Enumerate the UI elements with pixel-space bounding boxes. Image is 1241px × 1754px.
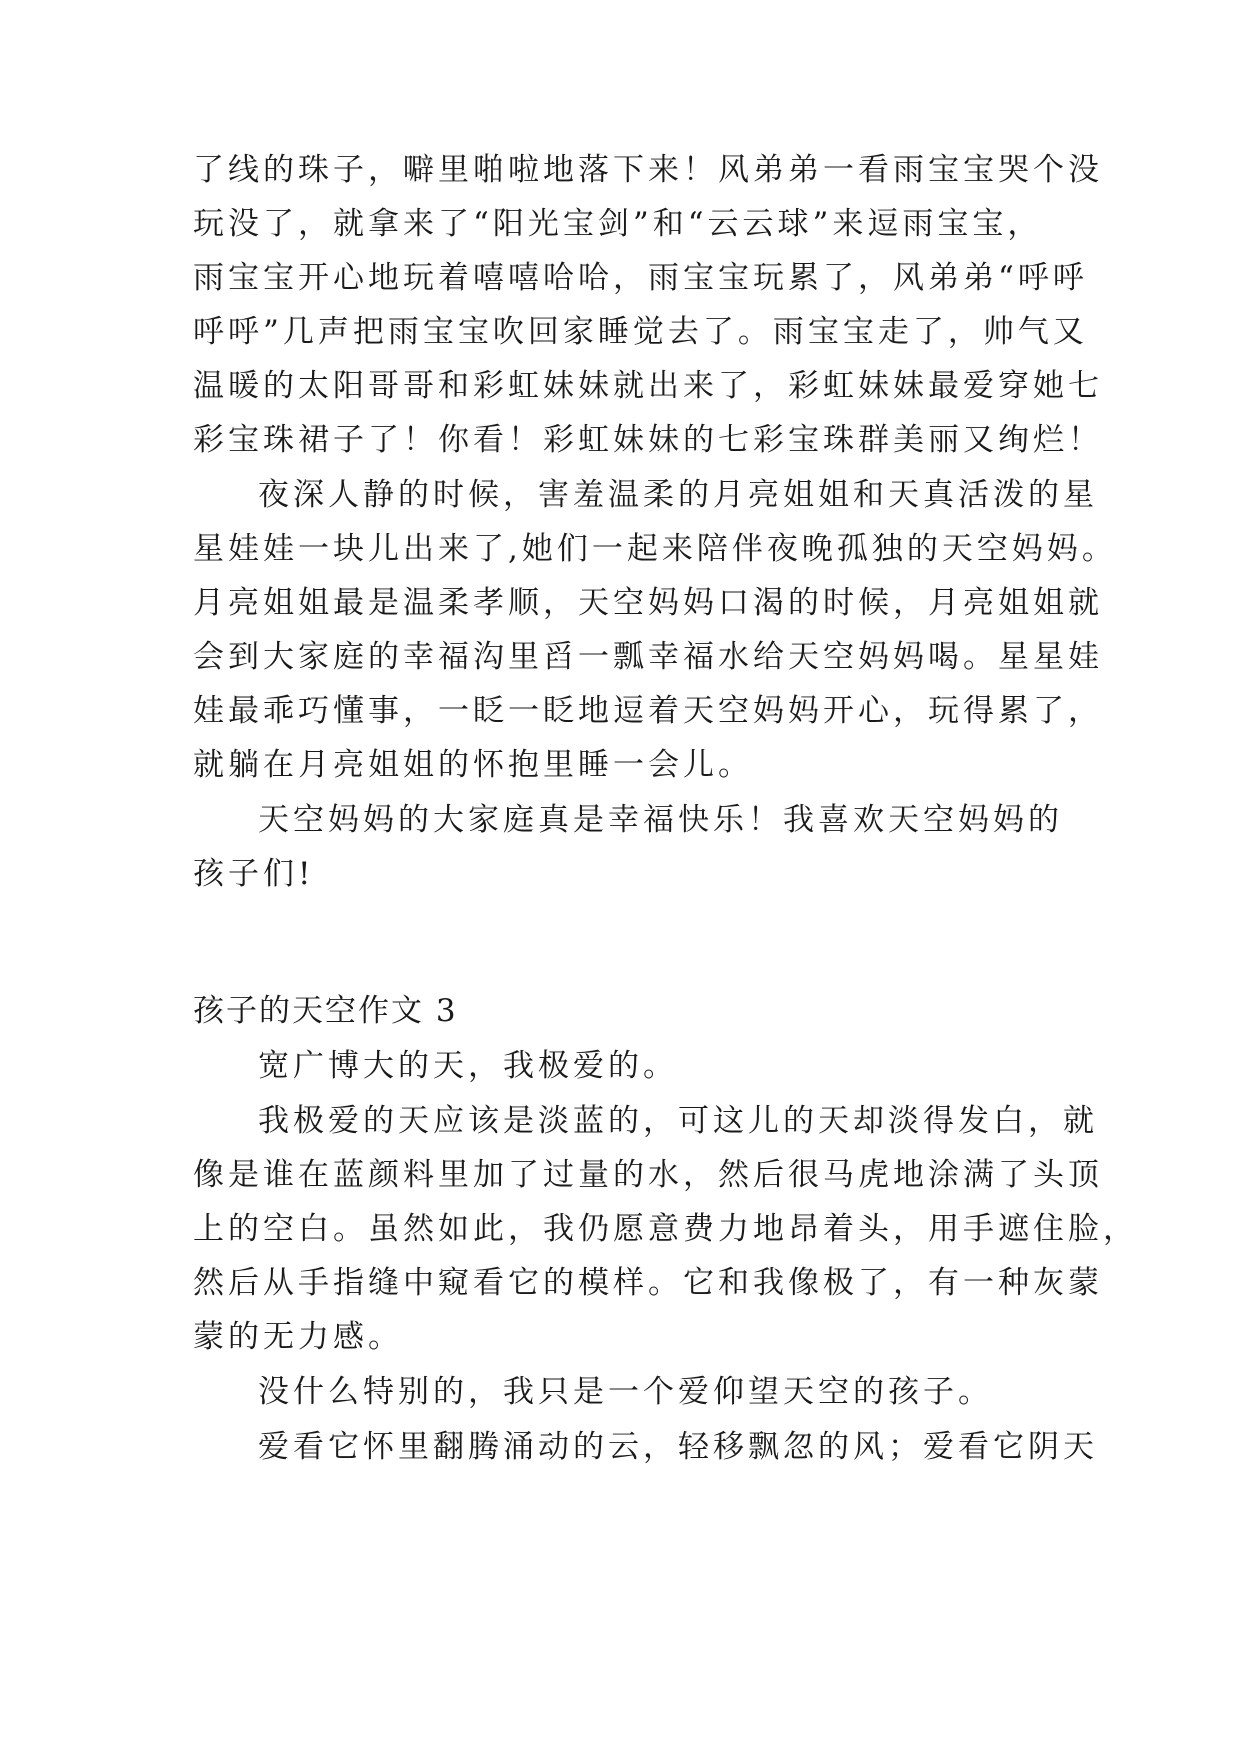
text-line: 娃最乖巧懂事，一眨一眨地逗着天空妈妈开心，玩得累了， xyxy=(193,693,1103,729)
text-line: 孩子们! xyxy=(193,856,315,892)
text-line: 然后从手指缝中窥看它的模样。它和我像极了，有一种灰蒙 xyxy=(193,1265,1103,1301)
text-line: 彩宝珠裙子了！你看！彩虹妹妹的七彩宝珠群美丽又绚烂！ xyxy=(193,422,1103,458)
text-line: 天空妈妈的大家庭真是幸福快乐！我喜欢天空妈妈的 xyxy=(258,802,1063,838)
text-line: 就躺在月亮姐姐的怀抱里睡一会儿。 xyxy=(193,747,753,783)
text-line: 像是谁在蓝颜料里加了过量的水，然后很马虎地涂满了头顶 xyxy=(193,1157,1103,1193)
text-line: 月亮姐姐最是温柔孝顺，天空妈妈口渴的时候，月亮姐姐就 xyxy=(193,585,1103,621)
text-line: 玩没了，就拿来了“阳光宝剑”和“云云球”来逗雨宝宝， xyxy=(193,206,1043,242)
text-line: 爱看它怀里翻腾涌动的云，轻移飘忽的风；爱看它阴天 xyxy=(258,1429,1098,1465)
text-line: 了线的珠子，噼里啪啦地落下来！风弟弟一看雨宝宝哭个没 xyxy=(193,152,1103,188)
text-line: 会到大家庭的幸福沟里舀一瓢幸福水给天空妈妈喝。星星娃 xyxy=(193,639,1103,675)
text-line: 没什么特别的，我只是一个爱仰望天空的孩子。 xyxy=(258,1374,993,1410)
essay-heading: 孩子的天空作文 3 xyxy=(193,993,458,1029)
text-line: 我极爱的天应该是淡蓝的，可这儿的天却淡得发白，就 xyxy=(258,1103,1098,1139)
text-line: 蒙的无力感。 xyxy=(193,1319,403,1355)
text-line: 星娃娃一块儿出来了,她们一起来陪伴夜晚孤独的天空妈妈。 xyxy=(193,531,1117,567)
text-line: 宽广博大的天，我极爱的。 xyxy=(258,1048,678,1084)
text-line: 温暖的太阳哥哥和彩虹妹妹就出来了，彩虹妹妹最爱穿她七 xyxy=(193,368,1103,404)
text-line: 上的空白。虽然如此，我仍愿意费力地昂着头，用手遮住脸， xyxy=(193,1211,1138,1247)
text-line: 呼呼”几声把雨宝宝吹回家睡觉去了。雨宝宝走了，帅气又 xyxy=(193,314,1088,350)
text-line: 夜深人静的时候，害羞温柔的月亮姐姐和天真活泼的星 xyxy=(258,477,1098,513)
text-line: 雨宝宝开心地玩着嘻嘻哈哈，雨宝宝玩累了，风弟弟“呼呼 xyxy=(193,260,1088,296)
